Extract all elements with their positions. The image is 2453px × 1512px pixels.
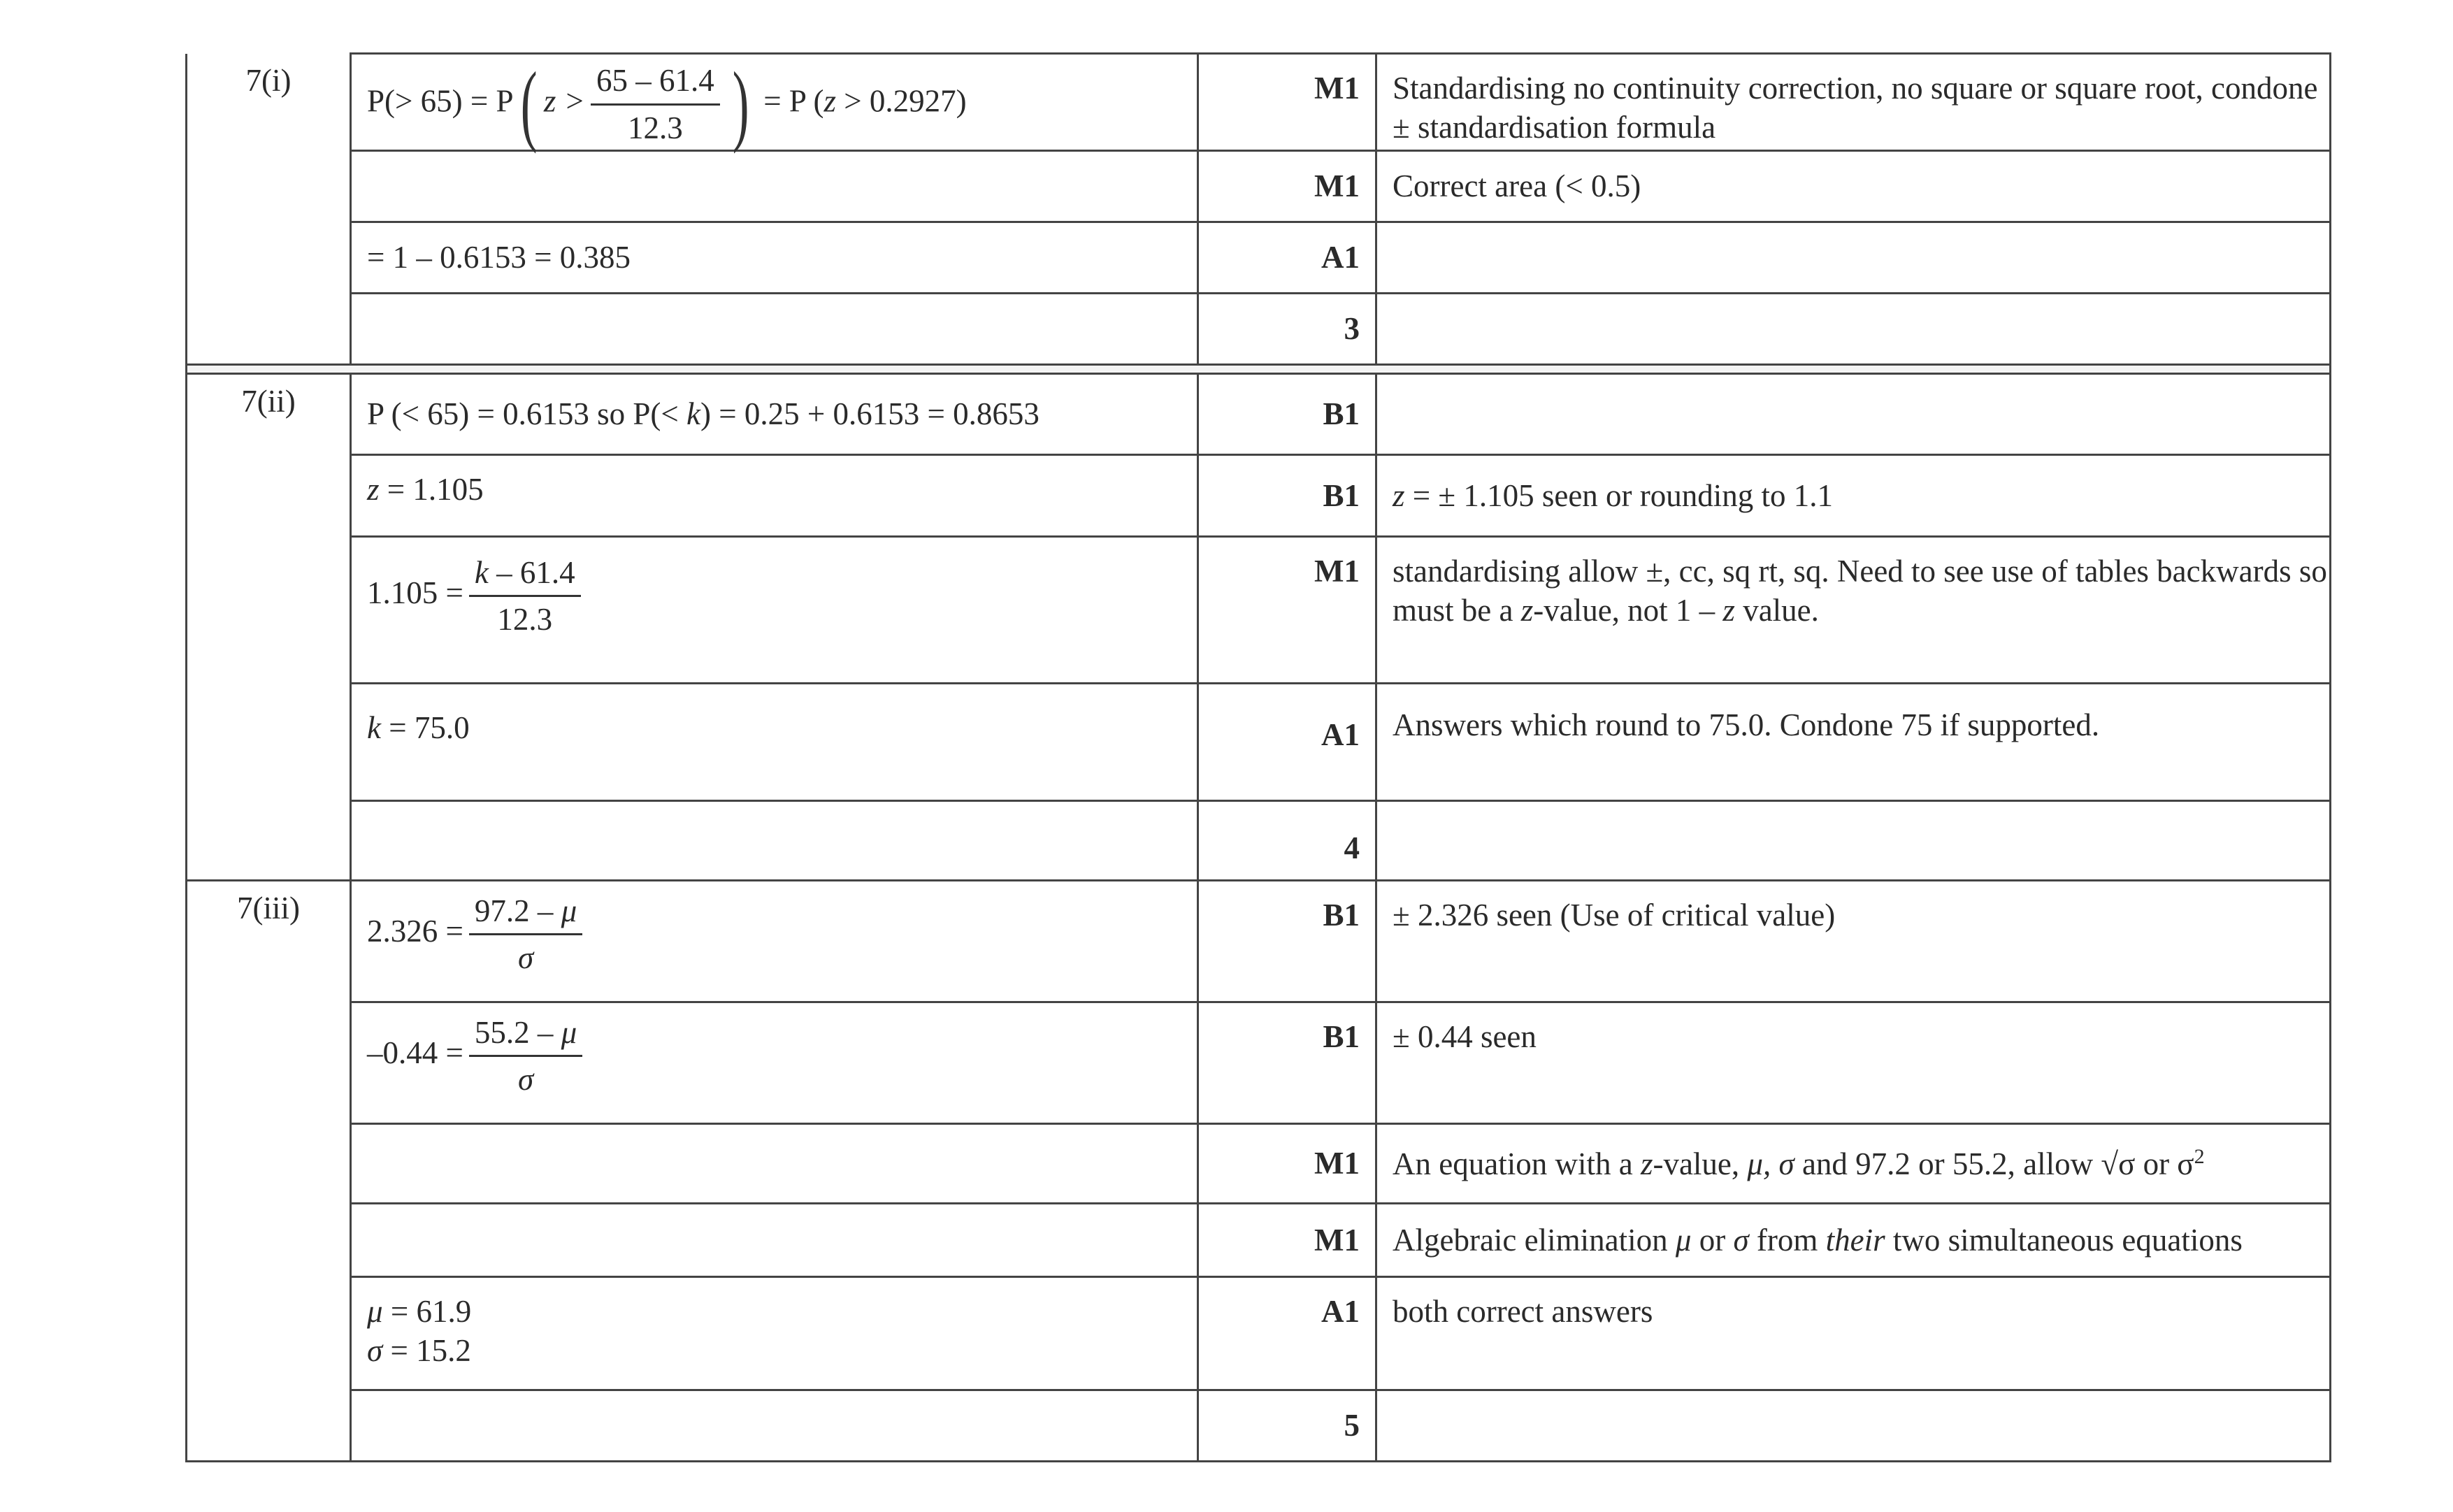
guidance-cell: Algebraic elimination μ or σ from their two simultaneous equations [1376,1204,2331,1277]
answer-cell: z = 1.105 [351,455,1198,537]
guidance-cell [1376,374,2331,455]
answer-cell: 1.105 = $\frac{k - 61.4}{12.3}$ [351,537,1198,684]
question-label: 7(iii) [187,881,351,1462]
guidance-cell: standardising allow ±, cc, sq rt, sq. Need to see use of tables backwards so must be a z-value, not 1 – z value. [1376,537,2331,684]
guidance-cell: Standardising no continuity correction, no square or square root, condone ± standardisation formula [1376,54,2331,151]
mark-cell: B1 [1198,881,1376,1002]
mark-scheme-table-container [185,52,2331,1462]
guidance-cell [1376,801,2331,881]
question-label: 7(i) [187,54,351,365]
answer-cell [351,1390,1198,1462]
guidance-cell: z = ± 1.105 seen or rounding to 1.1 [1376,455,2331,537]
mark-scheme-table [185,52,2331,1462]
mark-cell: A1 [1198,222,1376,294]
mark-cell: M1 [1198,1124,1376,1204]
answer-cell: μ = 61.9 σ = 15.2 [351,1277,1198,1390]
answer-cell [351,294,1198,365]
left-paren: ( [520,54,538,154]
table-row [187,1124,2331,1204]
table-row [187,294,2331,365]
mark-cell: B1 [1198,374,1376,455]
answer-cell: P(> 65) = P( z > $\frac{65 - 61.4}{12.3}$ ) = P (z > 0.2927) [351,54,1198,151]
mark-cell: M1 [1198,151,1376,222]
table-row [187,222,2331,294]
answer-cell [351,1204,1198,1277]
answer-cell [351,801,1198,881]
table-row [187,684,2331,801]
table-row [187,151,2331,222]
mark-cell: B1 [1198,1002,1376,1124]
answer-cell: –0.44 = $\frac{55.2 - \mu}{\sigma}$ [351,1002,1198,1124]
guidance-cell [1376,1390,2331,1462]
total-mark-cell: 3 [1198,294,1376,365]
question-label: 7(ii) [187,374,351,881]
table-row [187,374,2331,455]
mark-cell: M1 [1198,1204,1376,1277]
mark-cell: B1 [1198,455,1376,537]
answer-cell [351,1124,1198,1204]
fraction: $\frac{65 - 61.4}{12.3}$ [591,61,720,147]
mark-cell: M1 [1198,537,1376,684]
guidance-cell: Answers which round to 75.0. Condone 75 if supported. [1376,684,2331,801]
fraction: $\frac{55.2 - \mu}{\sigma}$ [469,1013,582,1100]
guidance-cell: ± 0.44 seen [1376,1002,2331,1124]
table-row [187,1204,2331,1277]
answer-cell [351,151,1198,222]
guidance-cell [1376,294,2331,365]
table-row [187,881,2331,1002]
answer-cell: P (< 65) = 0.6153 so P(< k) = 0.25 + 0.6153 = 0.8653 [351,374,1198,455]
guidance-cell [1376,222,2331,294]
answer-cell: 2.326 = $\frac{97.2 - \mu}{\sigma}$ [351,881,1198,1002]
mark-cell: M1 [1198,54,1376,151]
fraction: $\frac{97.2 - \mu}{\sigma}$ [469,891,582,978]
table-row [187,1277,2331,1390]
table-row [187,54,2331,151]
mark-cell: A1 [1198,1277,1376,1390]
guidance-cell: both correct answers [1376,1277,2331,1390]
total-mark-cell: 4 [1198,801,1376,881]
total-mark-cell: 5 [1198,1390,1376,1462]
fraction: $\frac{k - 61.4}{12.3}$ [469,553,581,640]
table-row [187,1390,2331,1462]
guidance-cell: ± 2.326 seen (Use of critical value) [1376,881,2331,1002]
table-row [187,801,2331,881]
guidance-cell: An equation with a z-value, μ, σ and 97.2 or 55.2, allow √σ or $\sigma^2$ [1376,1124,2331,1204]
table-row [187,1002,2331,1124]
answer-cell: = 1 – 0.6153 = 0.385 [351,222,1198,294]
answer-cell: k = 75.0 [351,684,1198,801]
section-divider [187,365,2331,374]
right-paren: ) [732,54,749,154]
guidance-cell: Correct area (< 0.5) [1376,151,2331,222]
table-row [187,455,2331,537]
mark-cell: A1 [1198,684,1376,801]
table-row [187,537,2331,684]
